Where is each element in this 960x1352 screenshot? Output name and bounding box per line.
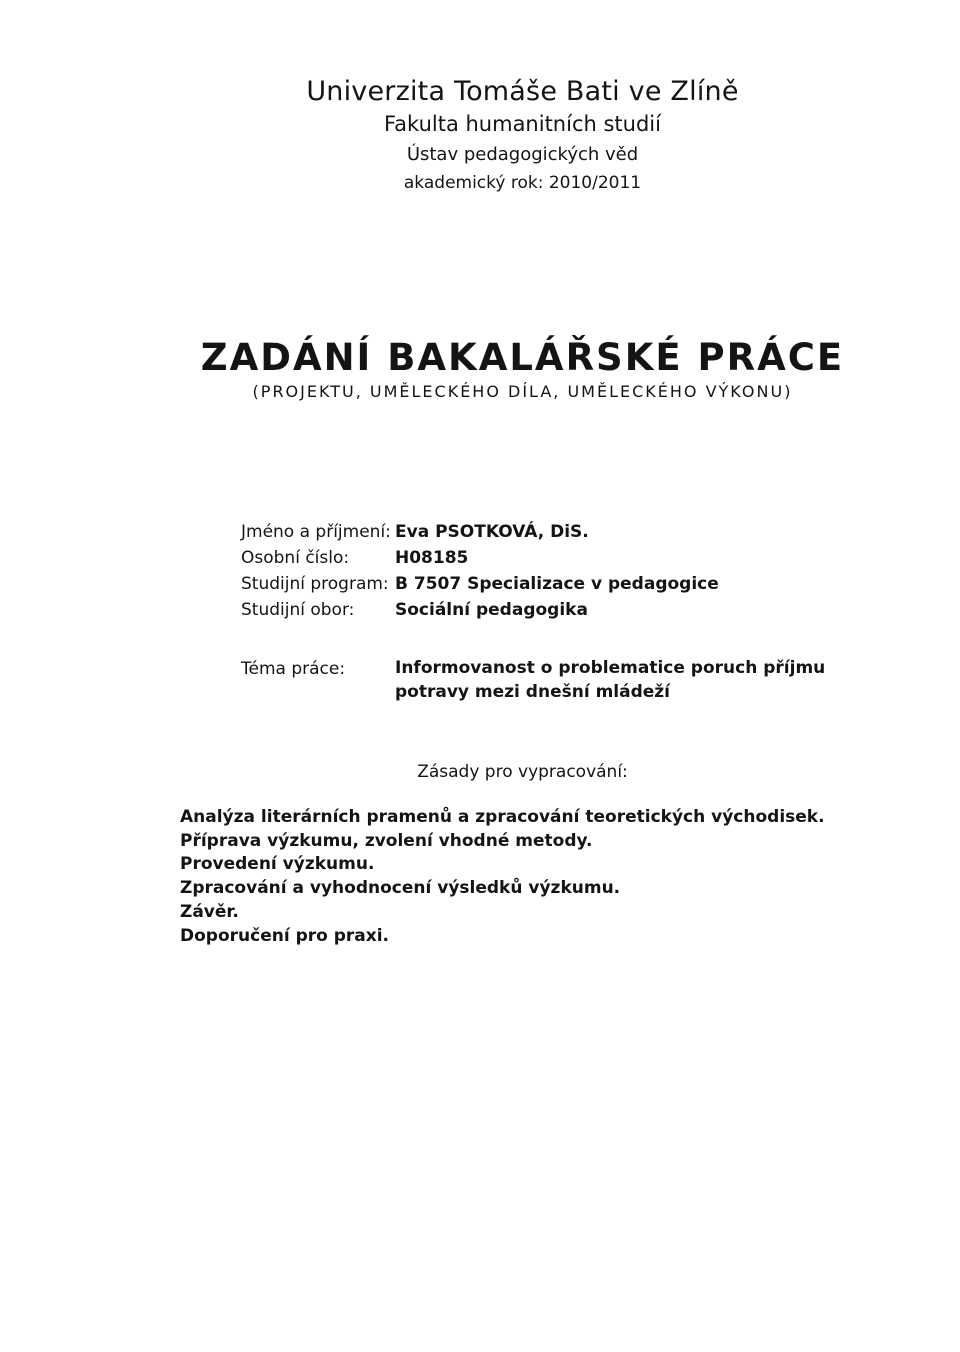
info-label: Osobní číslo: xyxy=(241,548,350,568)
list-item: Doporučení pro praxi. xyxy=(180,925,390,946)
list-item: Závěr. xyxy=(180,901,239,922)
document-subtitle: (PROJEKTU, UMĚLECKÉHO DÍLA, UMĚLECKÉHO VÝKONU) xyxy=(252,382,793,401)
faculty-name: Fakulta humanitních studií xyxy=(384,112,661,136)
study-program: B 7507 Specializace v pedagogice xyxy=(395,574,719,594)
institute-name: Ústav pedagogických věd xyxy=(406,144,639,165)
info-label: Jméno a příjmení: xyxy=(241,522,391,542)
academic-year: akademický rok: 2010/2011 xyxy=(403,173,642,193)
topic-label: Téma práce: xyxy=(241,659,346,679)
personal-number: H08185 xyxy=(395,548,469,568)
document-title: ZADÁNÍ BAKALÁŘSKÉ PRÁCE xyxy=(200,336,845,379)
guidelines-heading: Zásady pro vypracování: xyxy=(417,762,628,782)
study-field: Sociální pedagogika xyxy=(395,600,588,620)
university-name: Univerzita Tomáše Bati ve Zlíně xyxy=(306,76,739,107)
list-item: Provedení výzkumu. xyxy=(180,854,375,875)
info-label: Studijní obor: xyxy=(241,600,355,620)
guidelines-list xyxy=(180,806,825,948)
list-item: Příprava výzkumu, zvolení vhodné metody. xyxy=(180,830,593,851)
info-label: Studijní program: xyxy=(241,574,389,594)
thesis-topic: Informovanost o problematice poruch příjmu potravy mezi dnešní mládeží xyxy=(395,658,826,702)
list-item: Analýza literárních pramenů a zpracování teoretických východisek. xyxy=(180,807,825,827)
list-item: Zpracování a vyhodnocení výsledků výzkumu. xyxy=(180,878,621,899)
student-name: Eva PSOTKOVÁ, DiS. xyxy=(395,522,589,542)
